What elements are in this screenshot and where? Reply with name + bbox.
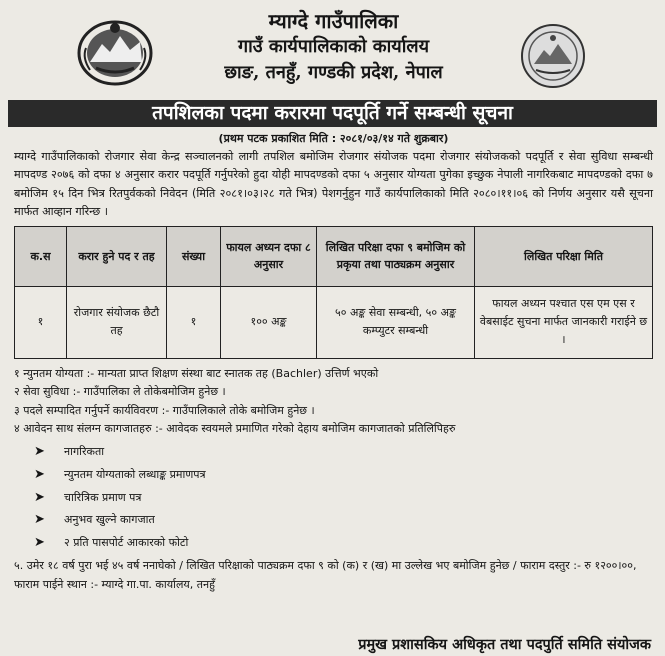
arrow-bullet-icon: ➤ [34, 535, 45, 551]
document-label: न्युनतम योग्यताको लब्धाङ्क प्रमाणपत्र [64, 467, 206, 481]
column-header-exam-date: लिखित परिक्षा मिति [475, 226, 653, 286]
office-name: गाउँ कार्यपालिकाको कार्यालय [237, 36, 430, 57]
office-address: छाङ, तनहुँ, गण्डकी प्रदेश, नेपाल [224, 62, 443, 83]
list-item [34, 487, 653, 510]
arrow-bullet-icon: ➤ [34, 489, 45, 505]
vacancy-table [14, 226, 653, 359]
document-label: चारित्रिक प्रमाण पत्र [64, 490, 142, 504]
table-row [15, 286, 653, 358]
signatory-title: प्रमुख प्रशासकिय अधिकृत तथा पदपुर्ति समिति संयोजक [358, 636, 651, 653]
arrow-bullet-icon: ➤ [34, 444, 45, 459]
requirement-item: १ न्युनतम योग्यता :- मान्यता प्राप्त शिक्षण संस्था बाट स्नातक तह (Bachler) उत्तिर्ण भएको [14, 366, 379, 380]
intro-paragraph: म्याग्दे गाउँपालिकाको रोजगार सेवा केन्द्र सञ्चालनको लागी तपशिल बमोजिम रोजगार संयोजक पदमा रोजगार संयोजकको पदपूर्ति र सेवा सुविधा सम्बन्धी मापदण्ड २०७६ को दफा ४ अनुसार करार पदपूर्ति गर्नुपरेको हुदा योही मापदण्डको दफा ५ अनुसार योग्यता पुगेका इच्छुक नेपाली नागरिकबाट मापदण्डको दफा ७ बमोजिम १५ दिन भित्र रितपुर्वकको निवेदन (मिति २०८१।०३।२८ गते भित्र) पेशगर्नुहुन गाउँ कार्यपालिकाको मिति २०८०।११।०६ को निर्णय अनुसार यसै सूचना मार्फत आव्हान गरिन्छ । [14, 150, 653, 219]
column-header-post: करार हुने पद र तह [67, 226, 167, 286]
municipality-logo-icon [520, 20, 586, 92]
municipality-name: म्याग्दे गाउँपालिका [268, 9, 399, 33]
list-item [34, 532, 653, 555]
cell-file-marks: १०० अङ्क [221, 286, 317, 358]
cell-sn: १ [15, 286, 67, 358]
header [14, 8, 653, 96]
cell-written-exam: ५० अङ्क सेवा सम्बन्धी, ५० अङ्क कम्प्युटर सम्बन्धी [317, 286, 475, 358]
column-header-sn: क.स [15, 226, 67, 286]
document-label: २ प्रति पासपोर्ट आकारको फोटो [64, 536, 189, 550]
document-label: नागरिकता [64, 445, 105, 458]
list-item [34, 441, 653, 464]
age-fee-note: ५. उमेर १८ वर्ष पुरा भई ४५ वर्ष ननाघेको / लिखित परिक्षाको पाठ्यक्रम दफा ९ को (क) र (ख) मा उल्लेख भए बमोजिम हुनेछ / फाराम दस्तुर :- रु १२००।००, फाराम पाईने स्थान :- म्याग्दे गा.पा. कार्यालय, तनहुँ [14, 558, 637, 591]
cell-count: १ [167, 286, 221, 358]
column-header-count: संख्या [167, 226, 221, 286]
document-label: अनुभव खुल्ने कागजात [64, 513, 155, 527]
documents-list [34, 441, 653, 555]
cell-post: रोजगार संयोजक छैटौ तह [67, 286, 167, 358]
column-header-file-study: फायल अध्यन दफा ८ अनुसार [221, 226, 317, 286]
cell-exam-date: फायल अध्यन पश्चात एस एम एस र वेबसाईट सुचना मार्फत जानकारी गराईने छ । [475, 286, 653, 358]
column-header-written-exam: लिखित परिक्षा दफा ९ बमोजिम को प्रकृया तथा पाठ्यक्रम अनुसार [317, 226, 475, 286]
arrow-bullet-icon: ➤ [34, 466, 45, 482]
table-header-row [15, 226, 653, 286]
notice-title-banner: तपशिलका पदमा करारमा पदपूर्ति गर्ने सम्बन्धी सूचना [8, 100, 657, 127]
requirement-item: २ सेवा सुविधा :- गाउँपालिका ले तोकेबमोजिम हुनेछ । [14, 385, 226, 399]
list-item [34, 464, 653, 487]
arrow-bullet-icon: ➤ [34, 512, 45, 528]
requirements-list [14, 365, 653, 439]
requirement-item: ३ पदले सम्पादित गर्नुपर्ने कार्यविवरण :- गाउँपालिकाले तोके बमोजिम हुनेछ । [14, 403, 315, 417]
list-item [34, 509, 653, 532]
publication-date: (प्रथम पटक प्रकाशित मिति : २०८१/०३/१४ गते शुक्रबार) [218, 132, 449, 145]
requirement-item: ४ आवेदन साथ संलग्न कागजातहरु :- आवेदक स्वयमले प्रमाणित गरेको देहाय बमोजिम कागजातको प्रतिलिपिहरु [14, 422, 456, 436]
